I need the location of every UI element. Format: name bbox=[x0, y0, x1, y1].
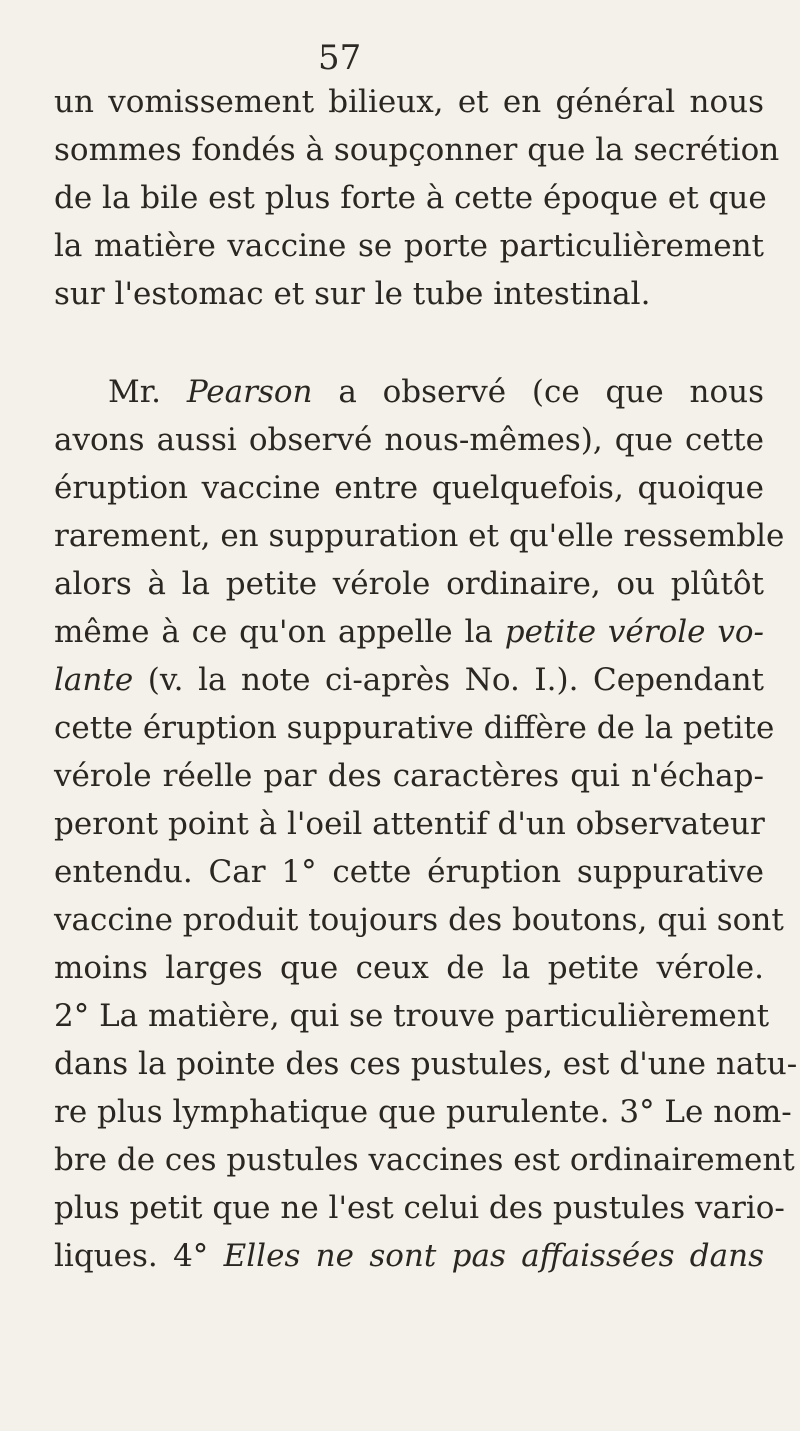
text-line: sur l'estomac et sur le tube intestinal. bbox=[54, 276, 651, 312]
paragraph-2 bbox=[54, 368, 798, 1280]
italic-term: lante bbox=[54, 662, 134, 698]
author-name: Pearson bbox=[186, 374, 313, 410]
text-line: vaccine produit toujours des boutons, qui sont bbox=[54, 902, 784, 938]
text-line: bre de ces pustules vaccines est ordinairement bbox=[54, 1142, 795, 1178]
text-line: alors à la petite vérole ordinaire, ou plûtôt bbox=[54, 566, 764, 602]
text-line: de la bile est plus forte à cette époque et que bbox=[54, 180, 767, 216]
text-run: liques. 4° bbox=[54, 1238, 224, 1274]
body-text bbox=[54, 78, 798, 1280]
text-line bbox=[54, 1232, 764, 1280]
text-line: moins larges que ceux de la petite vérole. bbox=[54, 950, 764, 986]
page-number: 57 bbox=[318, 38, 362, 78]
text-line: 2° La matière, qui se trouve particulièrement bbox=[54, 998, 770, 1034]
text-line: cette éruption suppurative diffère de la petite bbox=[54, 710, 775, 746]
text-line: la matière vaccine se porte particulièrement bbox=[54, 228, 764, 264]
text-run: (v. la note ci-après No. I.). Cependant bbox=[133, 662, 764, 698]
text-run: a observé (ce que nous bbox=[312, 374, 764, 410]
text-line bbox=[54, 608, 764, 656]
italic-term: petite vérole vo- bbox=[504, 614, 765, 650]
text-line: re plus lymphatique que purulente. 3° Le nom- bbox=[54, 1094, 792, 1130]
italic-phrase: Elles ne sont pas affaissées dans bbox=[223, 1238, 765, 1274]
paragraph-1 bbox=[54, 78, 780, 318]
paragraph-gap bbox=[54, 318, 764, 368]
text-line bbox=[54, 656, 764, 704]
text-line: avons aussi observé nous-mêmes), que cette bbox=[54, 422, 764, 458]
text-line: vérole réelle par des caractères qui n'échap- bbox=[54, 758, 764, 794]
text-run: même à ce qu'on appelle la bbox=[54, 614, 505, 650]
text-line: peront point à l'oeil attentif d'un observateur bbox=[54, 806, 765, 842]
text-line: dans la pointe des ces pustules, est d'une natu- bbox=[54, 1046, 798, 1082]
text-line: un vomissement bilieux, et en général nous bbox=[54, 84, 764, 120]
text-line: éruption vaccine entre quelquefois, quoique bbox=[54, 470, 764, 506]
text-run: Mr. bbox=[108, 374, 187, 410]
text-line: rarement, en suppuration et qu'elle ressemble bbox=[54, 518, 785, 554]
text-line: sommes fondés à soupçonner que la secrétion bbox=[54, 132, 780, 168]
text-line bbox=[54, 368, 764, 416]
text-line: plus petit que ne l'est celui des pustules vario- bbox=[54, 1190, 785, 1226]
text-line: entendu. Car 1° cette éruption suppurative bbox=[54, 854, 764, 890]
